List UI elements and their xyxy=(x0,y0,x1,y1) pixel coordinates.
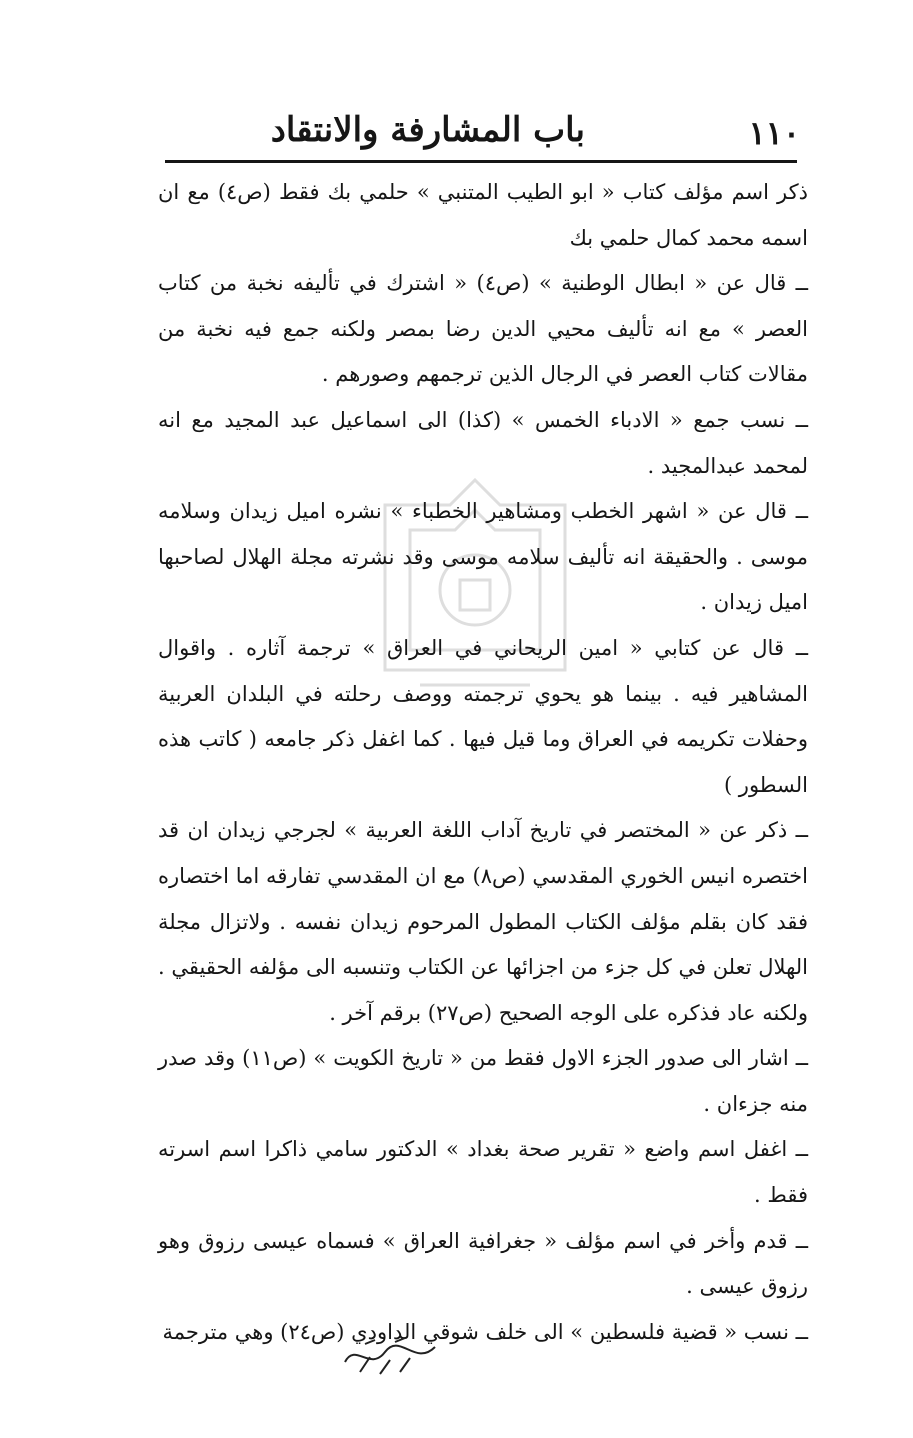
paragraph: ــ نسب جمع « الادباء الخمس » (كذا) الى اسماعيل عبد المجيد مع انه لمحمد عبدالمجيد . xyxy=(158,407,808,478)
header-rule xyxy=(165,160,797,163)
handwritten-mark xyxy=(335,1332,445,1380)
paragraph: ــ نسب « قضية فلسطين » الى خلف شوقي الداودي (ص٢٤) وهي مترجمة xyxy=(162,1319,808,1344)
paragraph: ذكر اسم مؤلف كتاب « ابو الطيب المتنبي » حلمي بك فقط (ص٤) مع ان اسمه محمد كمال حلمي بك xyxy=(158,180,808,250)
running-title: باب المشارفة والانتقاد xyxy=(270,110,585,150)
paragraph: ــ قال عن كتابي « امين الريحاني في العراق » ترجمة آثاره . واقوال المشاهير فيه . بينما هو يحوي ترجمته ووصف رحلته في البلدان العربية وحفلات تكريمه في العراق وما قيل فيها . كما اغفل ذكر جامعه ( كاتب هذه السطور ) xyxy=(158,635,808,797)
page-number: ١١٠ xyxy=(748,114,800,152)
paragraph: ــ اشار الى صدور الجزء الاول فقط من « تاريخ الكويت » (ص١١) وقد صدر منه جزءان . xyxy=(158,1046,808,1116)
paragraph: ــ اغفل اسم واضع « تقرير صحة بغداد » الدكتور سامي ذاكرا اسم اسرته فقط . xyxy=(158,1137,808,1208)
paragraph: ــ قدم وأخر في اسم مؤلف « جغرافية العراق » فسماه عيسى رزوق وهو رزوق عيسى . xyxy=(158,1228,808,1299)
paragraph: ــ قال عن « اشهر الخطب ومشاهير الخطباء » نشره اميل زيدان وسلامه موسى . والحقيقة انه تأليف سلامه موسى وقد نشرته مجلة الهلال لصاحبها اميل زيدان . xyxy=(158,499,808,615)
page-header xyxy=(165,110,800,160)
document-body xyxy=(158,170,808,1355)
paragraph: ــ ذكر عن « المختصر في تاريخ آداب اللغة العربية » لجرجي زيدان ان قد اختصره انيس الخوري المقدسي (ص٨) مع ان المقدسي تفارقه اما اختصاره فقد كان بقلم مؤلف الكتاب المطول المرحوم زيدان نفسه . ولاتزال مجلة الهلال تعلن في كل جزء من اجزائها عن الكتاب وتنسبه الى مؤلفه الحقيقي . ولكنه عاد فذكره على الوجه الصحيح (ص٢٧) برقم آخر . xyxy=(158,818,808,1025)
paragraph: ــ قال عن « ابطال الوطنية » (ص٤) « اشترك في تأليفه نخبة من كتاب العصر » مع انه تأليف محيي الدين رضا بمصر ولكنه جمع فيه نخبة من مقالات كتاب العصر في الرجال الذين ترجمهم وصورهم . xyxy=(158,271,808,387)
